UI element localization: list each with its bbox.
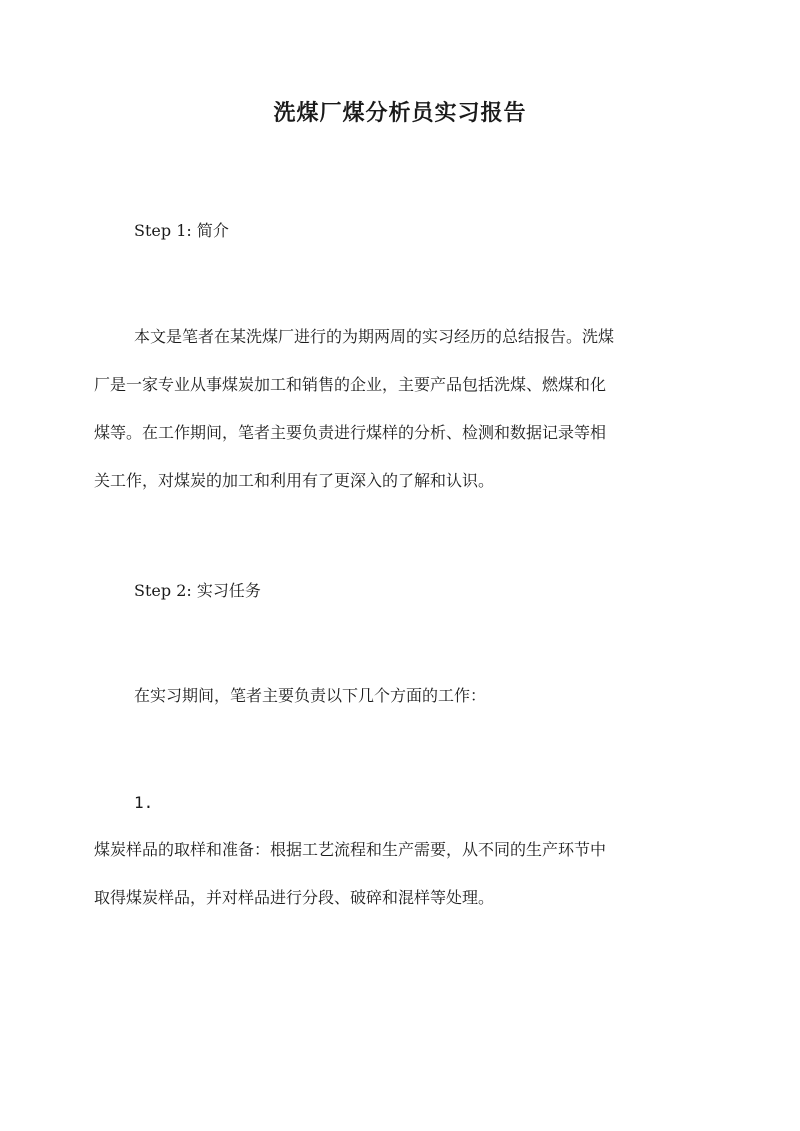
section-heading-text: Step 2: 实习任务 bbox=[134, 581, 261, 600]
list-item-number: 1. bbox=[134, 793, 154, 812]
paragraph-line: 关工作，对煤炭的加工和利用有了更深入的了解和认识。 bbox=[94, 471, 495, 490]
intro-paragraph bbox=[94, 313, 710, 505]
section-heading-step-2 bbox=[134, 578, 261, 601]
section-heading-text: Step 1: 简介 bbox=[134, 221, 229, 240]
task-intro-text: 在实习期间，笔者主要负责以下几个方面的工作： bbox=[134, 686, 487, 705]
list-item-line: 取得煤炭样品，并对样品进行分段、破碎和混样等处理。 bbox=[94, 888, 495, 907]
document-title: 洗煤厂煤分析员实习报告 bbox=[273, 100, 527, 126]
paragraph-line: 本文是笔者在某洗煤厂进行的为期两周的实习经历的总结报告。洗煤 bbox=[134, 327, 615, 346]
paragraph-line: 煤等。在工作期间，笔者主要负责进行煤样的分析、检测和数据记录等相 bbox=[94, 423, 607, 442]
list-item-text bbox=[94, 826, 710, 922]
list-item-line: 煤炭样品的取样和准备：根据工艺流程和生产需要，从不同的生产环节中 bbox=[94, 840, 607, 859]
section-heading-step-1 bbox=[134, 218, 229, 241]
paragraph-line: 厂是一家专业从事煤炭加工和销售的企业，主要产品包括洗煤、燃煤和化 bbox=[94, 375, 607, 394]
